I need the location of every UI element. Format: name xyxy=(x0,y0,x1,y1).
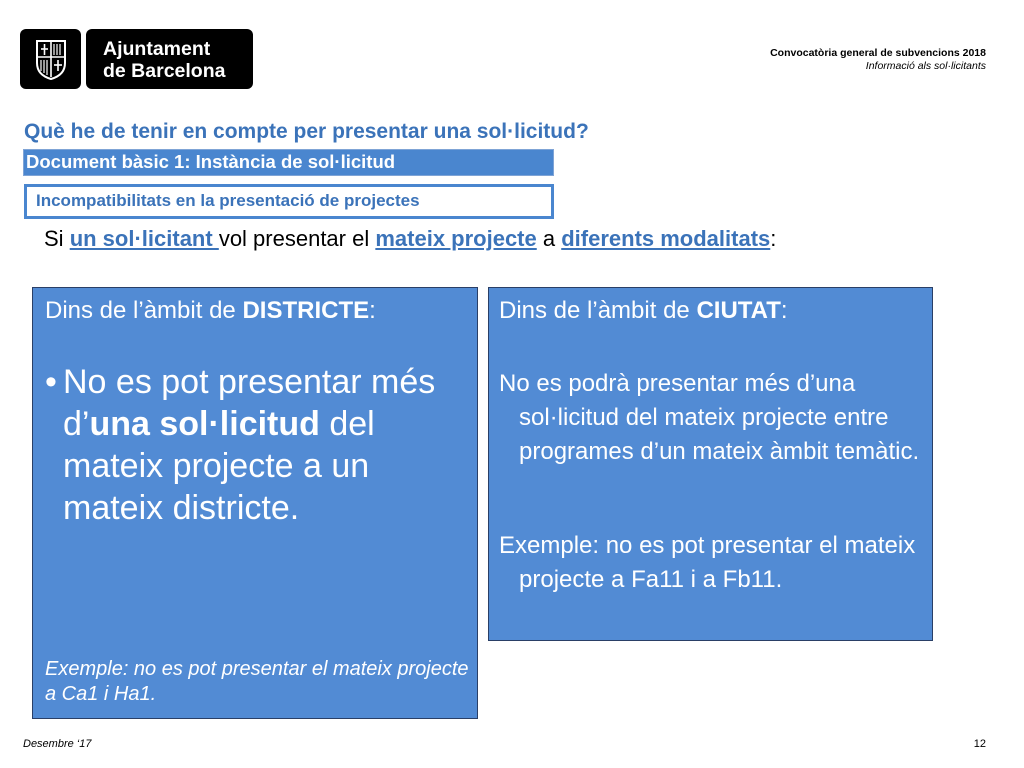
page-number: 12 xyxy=(973,738,986,750)
district-bullet-a: No es pot presentar més d’ xyxy=(63,363,436,443)
intro-text-2: vol presentar el xyxy=(218,226,376,251)
brand-wordmark xyxy=(86,29,253,89)
intro-text-4: : xyxy=(770,226,777,251)
intro-highlight-applicant: un sol·licitant xyxy=(69,226,219,251)
city-rule: No es podrà presentar més d’una sol·licitud del mateix projecte entre programes d’un mateix àmbit temàtic. xyxy=(499,370,920,465)
header-subtitle: Informació als sol·licitants xyxy=(865,60,986,72)
district-heading-prefix: Dins de l’àmbit de xyxy=(45,297,243,324)
district-card xyxy=(32,287,478,719)
sub-heading: Incompatibilitats en la presentació de projectes xyxy=(24,184,554,219)
intro-highlight-modalities: diferents modalitats xyxy=(561,226,771,251)
document-bar: Document bàsic 1: Instància de sol·licitud xyxy=(23,149,554,176)
intro-sentence xyxy=(44,226,776,252)
city-heading xyxy=(499,296,922,326)
intro-text-3: a xyxy=(536,226,562,251)
city-heading-bold: CIUTAT xyxy=(696,297,781,324)
district-bullet xyxy=(45,361,465,529)
header-title: Convocatòria general de subvencions 2018 xyxy=(770,47,986,59)
city-heading-prefix: Dins de l’àmbit de xyxy=(499,297,697,324)
footer-date: Desembre ‘17 xyxy=(23,738,92,750)
bullet-icon: • xyxy=(45,363,57,401)
city-card xyxy=(488,287,933,641)
district-heading-suffix: : xyxy=(369,297,376,324)
header-info xyxy=(770,47,986,73)
city-heading-suffix: : xyxy=(780,297,788,324)
district-bullet-b: del mateix projecte a un mateix districte. xyxy=(63,405,375,527)
district-heading-bold: DISTRICTE xyxy=(242,297,370,324)
brand-logo xyxy=(20,29,253,89)
district-example: Exemple: no es pot presentar el mateix projecte a Ca1 i Ha1. xyxy=(45,658,469,705)
intro-text-1: Si xyxy=(44,226,70,251)
district-heading xyxy=(45,296,465,326)
brand-line-2: de Barcelona xyxy=(103,60,226,82)
intro-highlight-project: mateix projecte xyxy=(375,226,537,251)
city-example: Exemple: no es pot presentar el mateix projecte a Fa11 i a Fb11. xyxy=(499,532,916,593)
district-bullet-text xyxy=(63,361,465,529)
brand-line-1: Ajuntament xyxy=(103,38,211,60)
barcelona-coat-of-arms-icon xyxy=(20,29,81,89)
page-question: Què he de tenir en compte per presentar una sol·licitud? xyxy=(24,120,589,143)
district-bullet-bold: una sol·licitud xyxy=(89,405,320,443)
